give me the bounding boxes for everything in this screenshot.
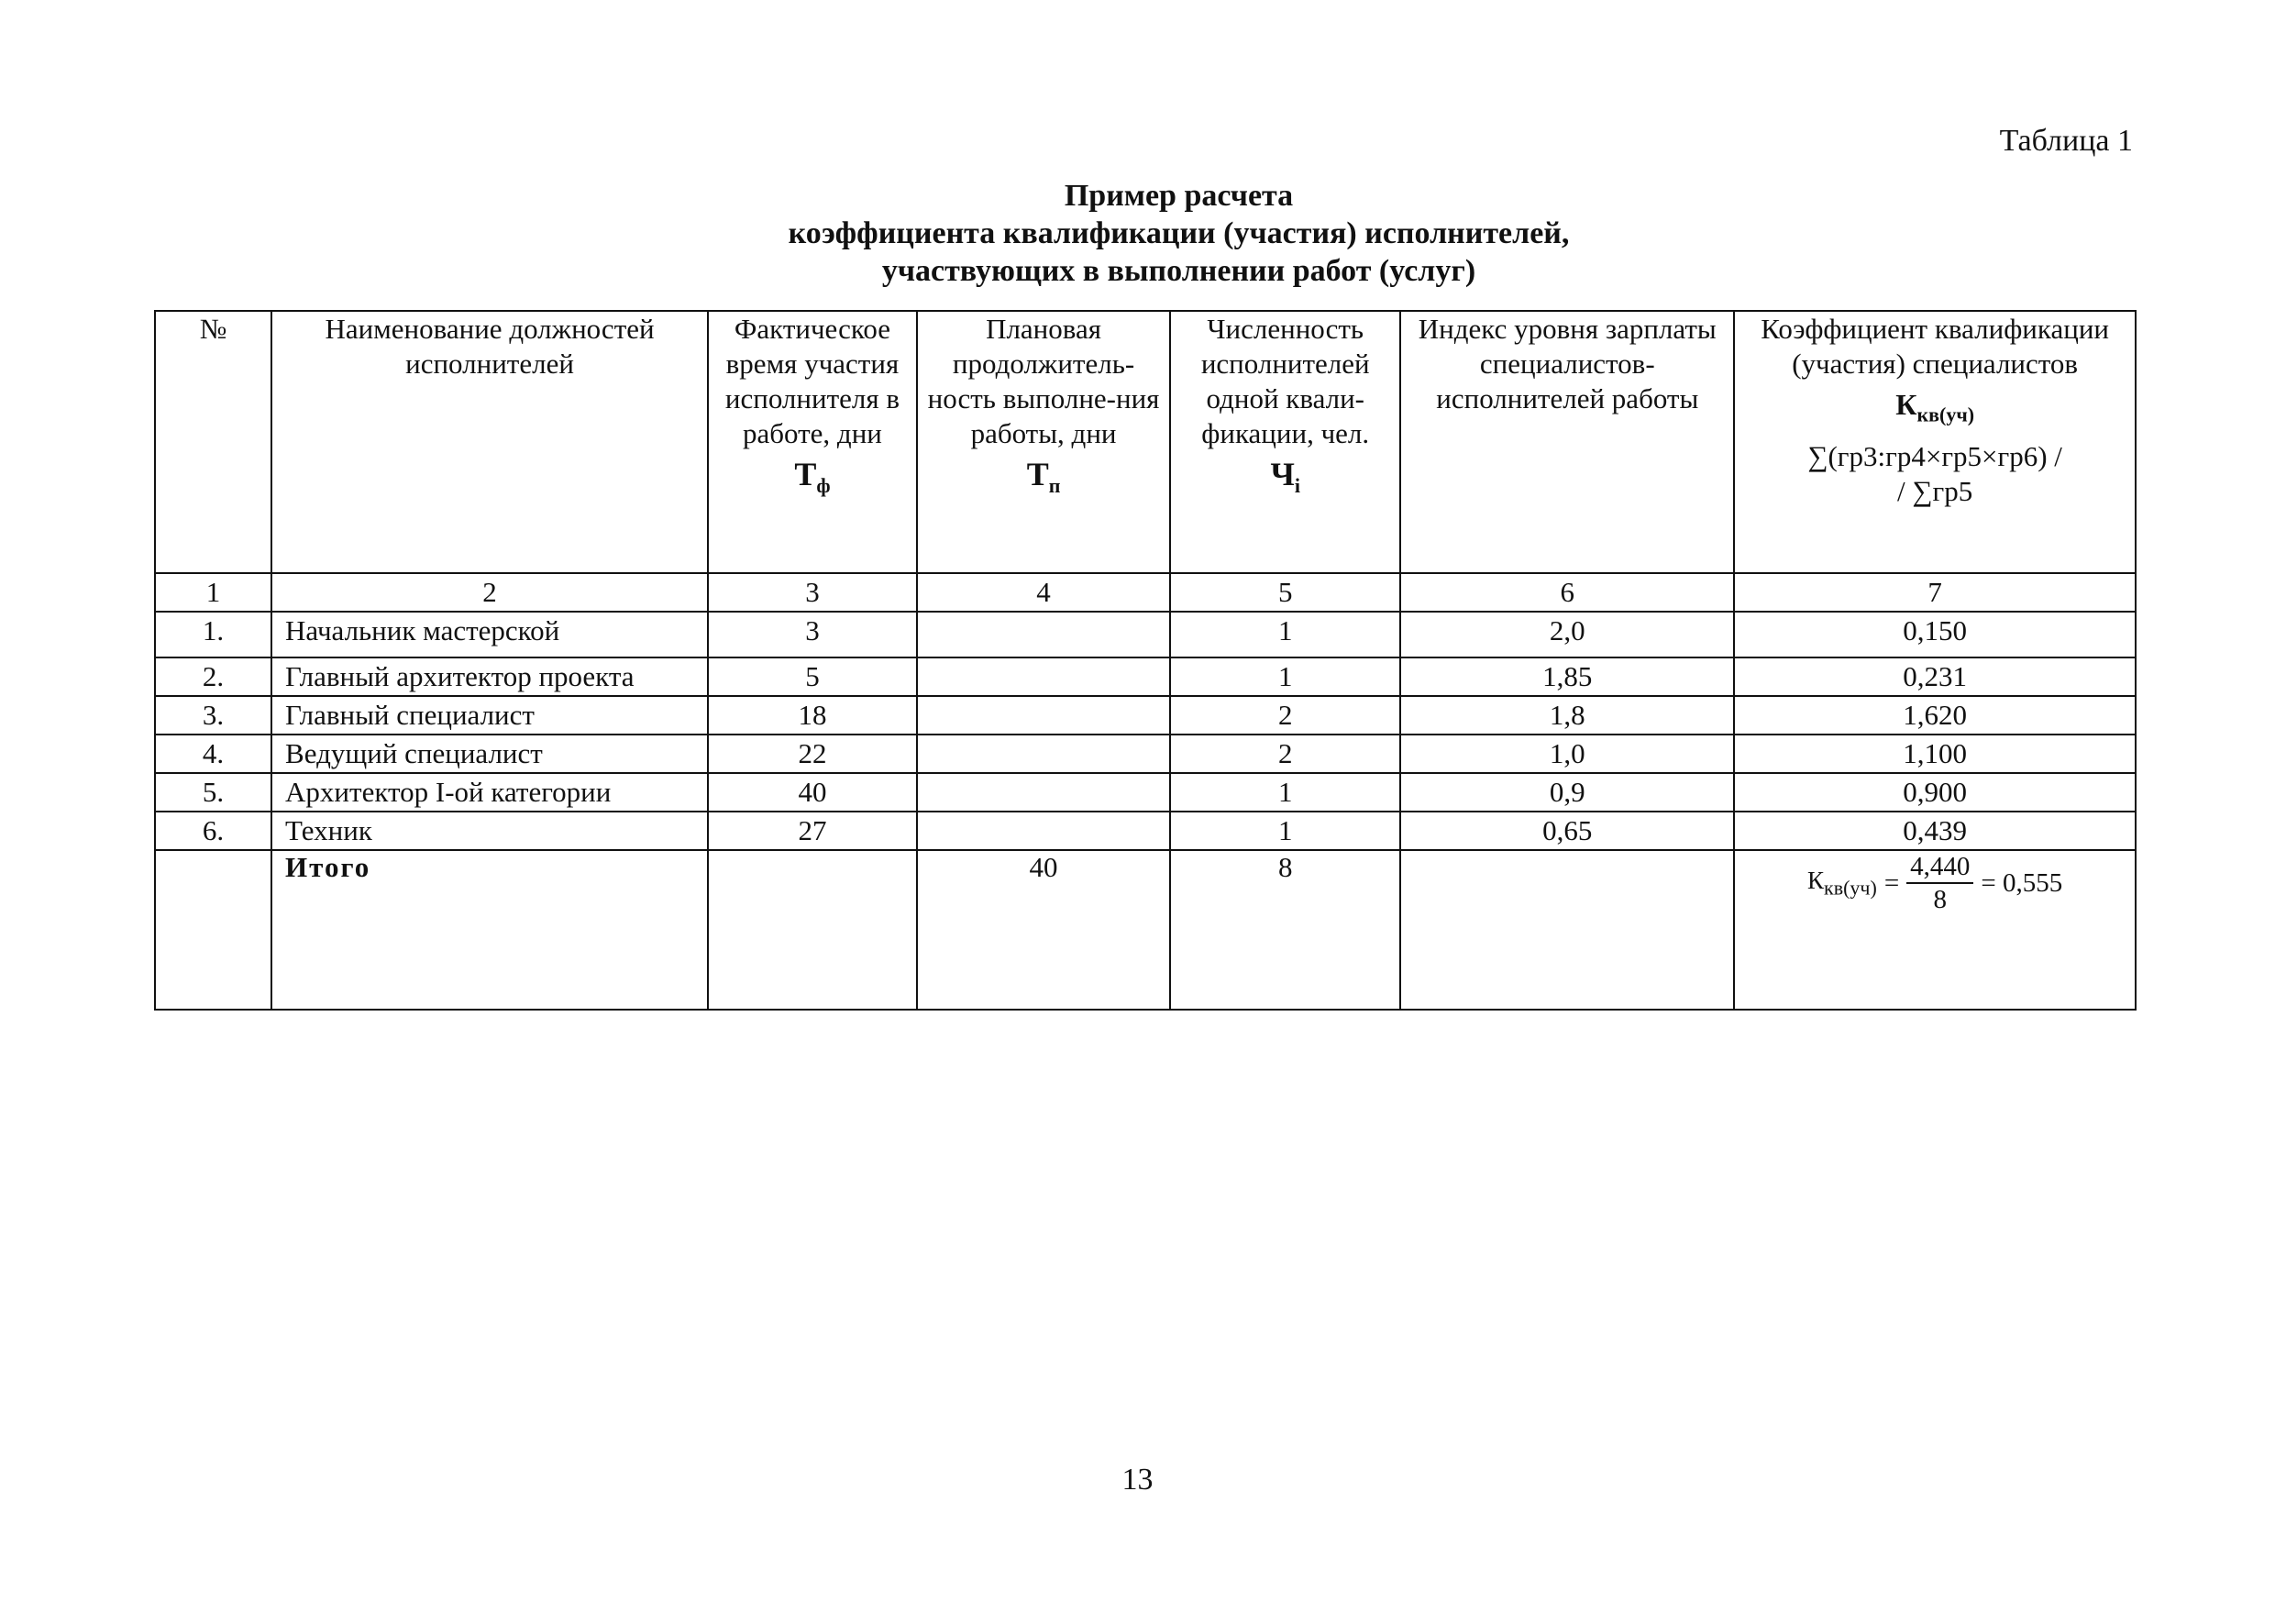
total-label: Итого — [271, 850, 708, 1010]
total-salary-index — [1400, 850, 1734, 1010]
column-number: 4 — [917, 573, 1170, 612]
headcount: 2 — [1170, 735, 1400, 773]
title-line-3: участвующих в выполнении работ (услуг) — [881, 254, 1476, 288]
headcount: 1 — [1170, 773, 1400, 812]
coefficient: 0,900 — [1734, 773, 2136, 812]
salary-index: 0,9 — [1400, 773, 1734, 812]
table-label: Таблица 1 — [1999, 124, 2133, 158]
header-actual-time: Фактическое время участия исполнителя в работе, дни $Т_ф$ — [708, 311, 917, 573]
symbol-t-f: $Т_ф$ — [794, 456, 831, 498]
row-number: 3. — [155, 696, 271, 735]
row-number: 4. — [155, 735, 271, 773]
total-actual-time — [708, 850, 917, 1010]
planned-duration — [917, 657, 1170, 696]
row-number: 1. — [155, 612, 271, 657]
total-planned-duration: 40 — [917, 850, 1170, 1010]
actual-time: 40 — [708, 773, 917, 812]
formula-result: = 0,555 — [1981, 867, 2063, 898]
position-name: Техник — [271, 812, 708, 850]
salary-index: 1,0 — [1400, 735, 1734, 773]
formula-equals: = — [1883, 867, 1900, 898]
symbol-t-p: $Т_п$ — [1026, 456, 1061, 498]
actual-time: 5 — [708, 657, 917, 696]
header-salary-index: Индекс уровня зарплаты специалистов-исполнителей работы — [1400, 311, 1734, 573]
actual-time: 27 — [708, 812, 917, 850]
calculation-table — [154, 310, 2137, 1011]
headcount: 1 — [1170, 612, 1400, 657]
total-coefficient-formula — [1734, 850, 2136, 1010]
position-name: Главный специалист — [271, 696, 708, 735]
actual-time: 18 — [708, 696, 917, 735]
row-number: 2. — [155, 657, 271, 696]
salary-index: 2,0 — [1400, 612, 1734, 657]
column-number: 2 — [271, 573, 708, 612]
planned-duration — [917, 773, 1170, 812]
total-headcount: 8 — [1170, 850, 1400, 1010]
document-title — [0, 177, 2275, 290]
total-number-cell — [155, 850, 271, 1010]
header-position-name: Наименование должностей исполнителей — [271, 311, 708, 573]
total-row — [155, 850, 2136, 1010]
planned-duration — [917, 735, 1170, 773]
header-row — [155, 311, 2136, 573]
column-number: 3 — [708, 573, 917, 612]
symbol-ch-i: $Ч_i$ — [1270, 456, 1300, 498]
formula-denominator: 8 — [1933, 885, 1948, 914]
headcount: 1 — [1170, 812, 1400, 850]
table-row — [155, 773, 2136, 812]
salary-index: 1,8 — [1400, 696, 1734, 735]
header-qualification-coefficient: Коэффициент квалификации (участия) специалистов $К_{кв(уч)}$ ∑(гр3:гр4×гр5×гр6) / / ∑гр5 — [1734, 311, 2136, 573]
header-headcount: Численность исполнителей одной квали-фикации, чел. $Ч_i$ — [1170, 311, 1400, 573]
row-number: 5. — [155, 773, 271, 812]
coefficient: 0,150 — [1734, 612, 2136, 657]
position-name: Главный архитектор проекта — [271, 657, 708, 696]
row-number: 6. — [155, 812, 271, 850]
formula-line-2: / ∑гр5 — [1897, 475, 1973, 508]
position-name: Ведущий специалист — [271, 735, 708, 773]
coefficient: 0,231 — [1734, 657, 2136, 696]
coefficient: 0,439 — [1734, 812, 2136, 850]
formula-line-1: ∑(гр3:гр4×гр5×гр6) / — [1807, 440, 2062, 473]
column-number: 7 — [1734, 573, 2136, 612]
title-line-1: Пример расчета — [1064, 179, 1294, 213]
position-name: Начальник мастерской — [271, 612, 708, 657]
coefficient: 1,620 — [1734, 696, 2136, 735]
table-row — [155, 657, 2136, 696]
table-row — [155, 812, 2136, 850]
planned-duration — [917, 812, 1170, 850]
column-number: 5 — [1170, 573, 1400, 612]
headcount: 2 — [1170, 696, 1400, 735]
table-row — [155, 612, 2136, 657]
formula-symbol: $К_{кв(уч)}$ — [1807, 866, 1877, 900]
table-row — [155, 696, 2136, 735]
formula-numerator: 4,440 — [1906, 851, 1973, 884]
page-number: 13 — [1121, 1463, 1154, 1497]
column-number-row — [155, 573, 2136, 612]
coefficient-formula — [1807, 851, 2062, 915]
column-number: 6 — [1400, 573, 1734, 612]
formula-fraction — [1906, 851, 1973, 915]
planned-duration — [917, 696, 1170, 735]
headcount: 1 — [1170, 657, 1400, 696]
table-row — [155, 735, 2136, 773]
header-planned-duration: Плановая продолжитель-ность выполне-ния работы, дни $Т_п$ — [917, 311, 1170, 573]
planned-duration — [917, 612, 1170, 657]
salary-index: 0,65 — [1400, 812, 1734, 850]
symbol-k-kv: $К_{кв(уч)}$ — [1895, 388, 1975, 426]
header-number: № — [155, 311, 271, 573]
actual-time: 22 — [708, 735, 917, 773]
actual-time: 3 — [708, 612, 917, 657]
column-number: 1 — [155, 573, 271, 612]
salary-index: 1,85 — [1400, 657, 1734, 696]
coefficient: 1,100 — [1734, 735, 2136, 773]
title-line-2: коэффициента квалификации (участия) исполнителей, — [788, 216, 1570, 250]
position-name: Архитектор I-ой категории — [271, 773, 708, 812]
